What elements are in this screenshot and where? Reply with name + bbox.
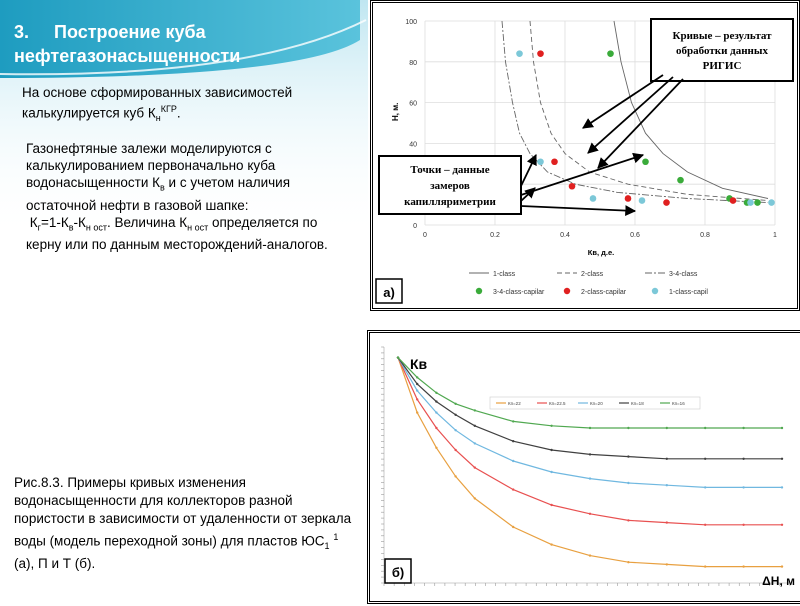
- chart-b-point: [550, 471, 552, 473]
- chart-b-point: [627, 455, 629, 457]
- chart-a-xtick: 0: [423, 232, 427, 239]
- chart-b-point: [589, 427, 591, 429]
- callout-points: [379, 156, 521, 214]
- chart-b-point: [627, 427, 629, 429]
- chart-b-legend-label: Кп=22: [508, 401, 521, 406]
- chart-b-point: [512, 420, 514, 422]
- chart-b-point: [454, 403, 456, 405]
- chart-b-point: [512, 460, 514, 462]
- chart-a-point-3-4-class-capilar: [754, 199, 761, 206]
- chart-panel-b: [367, 330, 800, 604]
- chart-a-point-2-class-capilar: [730, 197, 737, 204]
- chart-panel-a: [370, 0, 800, 311]
- chart-b-series-Кп=22: [398, 358, 782, 567]
- chart-a-xtick: 0.4: [560, 232, 570, 239]
- formula-sub3: н ост: [85, 222, 107, 233]
- chart-b-point: [550, 425, 552, 427]
- chart-b-point: [704, 486, 706, 488]
- chart-b-point: [454, 449, 456, 451]
- chart-a-xtick: 0.8: [700, 232, 710, 239]
- chart-a-point-3-4-class-capilar: [607, 50, 614, 57]
- chart-b-point: [742, 427, 744, 429]
- chart-b-point: [742, 565, 744, 567]
- chart-a-point-2-class-capilar: [569, 183, 576, 190]
- chart-b-point: [589, 477, 591, 479]
- chart-a-arrow: [598, 79, 683, 168]
- callout-points-line1: Точки – данные: [410, 164, 490, 176]
- callout-points-line2: замеров: [430, 180, 470, 192]
- chart-b-point: [781, 427, 783, 429]
- chart-b-point: [435, 447, 437, 449]
- chart-a-ytick: 40: [409, 141, 417, 149]
- chart-b-point: [435, 400, 437, 402]
- chart-a-point-1-class-capil: [747, 199, 754, 206]
- chart-b-point: [742, 524, 744, 526]
- chart-a-panel-label: а): [383, 285, 395, 300]
- para2-text: Газонефтяные залежи моделируются с калькулированием первоначально куба водонасыщенности К: [26, 141, 276, 190]
- chart-b-point: [512, 526, 514, 528]
- chart-b-ylabel: Кв: [410, 356, 428, 372]
- chart-b-point: [781, 565, 783, 567]
- chart-b-point: [474, 497, 476, 499]
- para2-sub: в: [160, 182, 165, 193]
- caption-text: Рис.8.3. Примеры кривых изменения водонасыщенности для коллекторов разной пористости в зависимости от удаленности от зеркала воды (модель переходной зоны) для пластов ЮС: [14, 475, 352, 549]
- chart-b-series-Кп=20: [398, 358, 782, 488]
- chart-b-point: [589, 513, 591, 515]
- chart-b-point: [742, 458, 744, 460]
- caption-sub: 1: [324, 541, 330, 552]
- formula-sub2: в: [68, 222, 74, 233]
- chart-a-point-1-class-capil: [590, 195, 597, 202]
- chart-a-ytick: 0: [413, 223, 417, 230]
- formula-a: К: [29, 214, 38, 230]
- chart-b-svg: [370, 333, 800, 601]
- chart-b-point: [416, 398, 418, 400]
- para1-end: .: [176, 105, 181, 121]
- chart-a-xlabel: Кв, д.е.: [587, 248, 615, 257]
- chart-b-point: [589, 453, 591, 455]
- chart-b-point: [666, 458, 668, 460]
- callout-curves-line3: РИГИС: [702, 60, 742, 72]
- chart-a-point-2-class-capilar: [551, 158, 558, 165]
- chart-a-ytick: 80: [409, 59, 417, 67]
- chart-b-point: [627, 561, 629, 563]
- callout-points-line3: капилляриметрии: [404, 196, 496, 208]
- chart-b-point: [627, 482, 629, 484]
- chart-b-legend-label: Кп=18: [631, 401, 644, 406]
- chart-a-xtick: 0.2: [490, 232, 500, 239]
- para1-text: На основе сформированных зависимостей калькулируется куб К: [22, 85, 293, 121]
- chart-b-point: [454, 429, 456, 431]
- chart-b-point: [416, 389, 418, 391]
- chart-b-point: [454, 414, 456, 416]
- formula-sub1: г: [37, 222, 41, 233]
- chart-a-arrow: [521, 206, 635, 211]
- chart-b-point: [512, 488, 514, 490]
- chart-b-panel-label: б): [391, 565, 405, 580]
- chart-b-point: [550, 449, 552, 451]
- formula-c: -К: [73, 214, 86, 230]
- chart-b-point: [589, 554, 591, 556]
- chart-a-point-1-class-capil: [537, 158, 544, 165]
- chart-a-legend-swatch: [476, 288, 482, 294]
- chart-a-ytick: 100: [405, 19, 417, 26]
- chart-a-legend-label: 2-class: [581, 271, 604, 278]
- chart-a-legend-label: 3-4-class: [669, 271, 698, 278]
- chart-b-point: [704, 458, 706, 460]
- chart-b-point: [550, 543, 552, 545]
- chart-a-xtick: 0.6: [630, 232, 640, 239]
- chart-b-series-Кп=22.5: [398, 358, 782, 525]
- chart-b-point: [704, 427, 706, 429]
- formula-d: . Величина К: [106, 214, 188, 230]
- chart-a-legend-label: 2-class-capilar: [581, 289, 627, 296]
- chart-a-ylabel: Н, м.: [391, 102, 400, 121]
- title-text: Построение куба нефтегазонасыщенности: [14, 22, 241, 66]
- chart-a-svg: [373, 3, 797, 308]
- para1-sub: н: [155, 113, 161, 124]
- para2-text-b: и с учетом наличия остаточной нефти в газовой шапке:: [26, 175, 291, 213]
- callout-curves-line2: обработки данных: [676, 45, 768, 57]
- chart-b-point: [550, 504, 552, 506]
- chart-b-point: [474, 425, 476, 427]
- chart-a-arrow: [521, 155, 536, 186]
- chart-a-arrow: [583, 75, 663, 128]
- chart-b-legend-label: Кп=22.5: [549, 401, 566, 406]
- formula-e: определяется по керну или по данным месторождений-аналогов.: [26, 214, 328, 253]
- chart-a-legend-swatch: [652, 288, 658, 294]
- chart-a-point-2-class-capilar: [625, 195, 632, 202]
- chart-b-point: [416, 383, 418, 385]
- slide-title: [14, 20, 354, 68]
- chart-a-legend-swatch: [564, 288, 570, 294]
- chart-b-legend-label: Кп=16: [672, 401, 685, 406]
- chart-b-point: [666, 521, 668, 523]
- chart-b-xlabel: ΔН, м: [762, 574, 795, 588]
- chart-a-arrow: [588, 77, 673, 153]
- chart-a-legend-label: 1-class: [493, 271, 516, 278]
- chart-b-point: [781, 524, 783, 526]
- paragraph-cube: [22, 84, 367, 127]
- chart-b-point: [781, 458, 783, 460]
- chart-a-point-1-class-capil: [768, 199, 775, 206]
- chart-b-series-Кп=16: [398, 358, 782, 428]
- chart-b-point: [454, 475, 456, 477]
- caption-end: (а), П и Т (б).: [14, 556, 96, 572]
- chart-a-point-1-class-capil: [639, 197, 646, 204]
- chart-b-point: [666, 427, 668, 429]
- chart-b-point: [416, 376, 418, 378]
- chart-a-point-2-class-capilar: [663, 199, 670, 206]
- chart-b-point: [704, 524, 706, 526]
- chart-b-point: [627, 519, 629, 521]
- chart-b-point: [397, 356, 399, 358]
- callout-curves-line1: Кривые – результат: [672, 30, 772, 42]
- chart-b-point: [474, 409, 476, 411]
- chart-a-point-2-class-capilar: [537, 50, 544, 57]
- chart-b-point: [742, 486, 744, 488]
- chart-a-legend-label: 1-class-capil: [669, 289, 708, 296]
- chart-b-point: [704, 565, 706, 567]
- chart-b-point: [416, 411, 418, 413]
- chart-b-point: [666, 563, 668, 565]
- chart-b-point: [512, 440, 514, 442]
- chart-a-point-3-4-class-capilar: [642, 158, 649, 165]
- formula-sub4: н ост: [187, 222, 209, 233]
- caption-sup: 1: [333, 532, 339, 542]
- figure-caption: [14, 474, 359, 573]
- chart-a-xtick: 1: [773, 232, 777, 239]
- chart-a-legend-label: 3-4-class-capilar: [493, 289, 545, 296]
- title-number: 3.: [14, 22, 30, 42]
- chart-a-point-3-4-class-capilar: [677, 177, 684, 184]
- chart-b-point: [435, 427, 437, 429]
- callout-curves: [651, 19, 793, 81]
- chart-a-ytick: 60: [409, 100, 417, 108]
- chart-b-point: [435, 392, 437, 394]
- paragraph-gas-oil: [26, 140, 346, 253]
- chart-b-point: [435, 411, 437, 413]
- chart-a-point-1-class-capil: [516, 50, 523, 57]
- chart-b-legend-label: Кп=20: [590, 401, 603, 406]
- chart-b-point: [474, 442, 476, 444]
- para1-sup: КГР: [160, 104, 177, 114]
- chart-b-point: [474, 466, 476, 468]
- chart-b-point: [781, 486, 783, 488]
- formula-b: =1-К: [40, 214, 69, 230]
- chart-b-point: [666, 484, 668, 486]
